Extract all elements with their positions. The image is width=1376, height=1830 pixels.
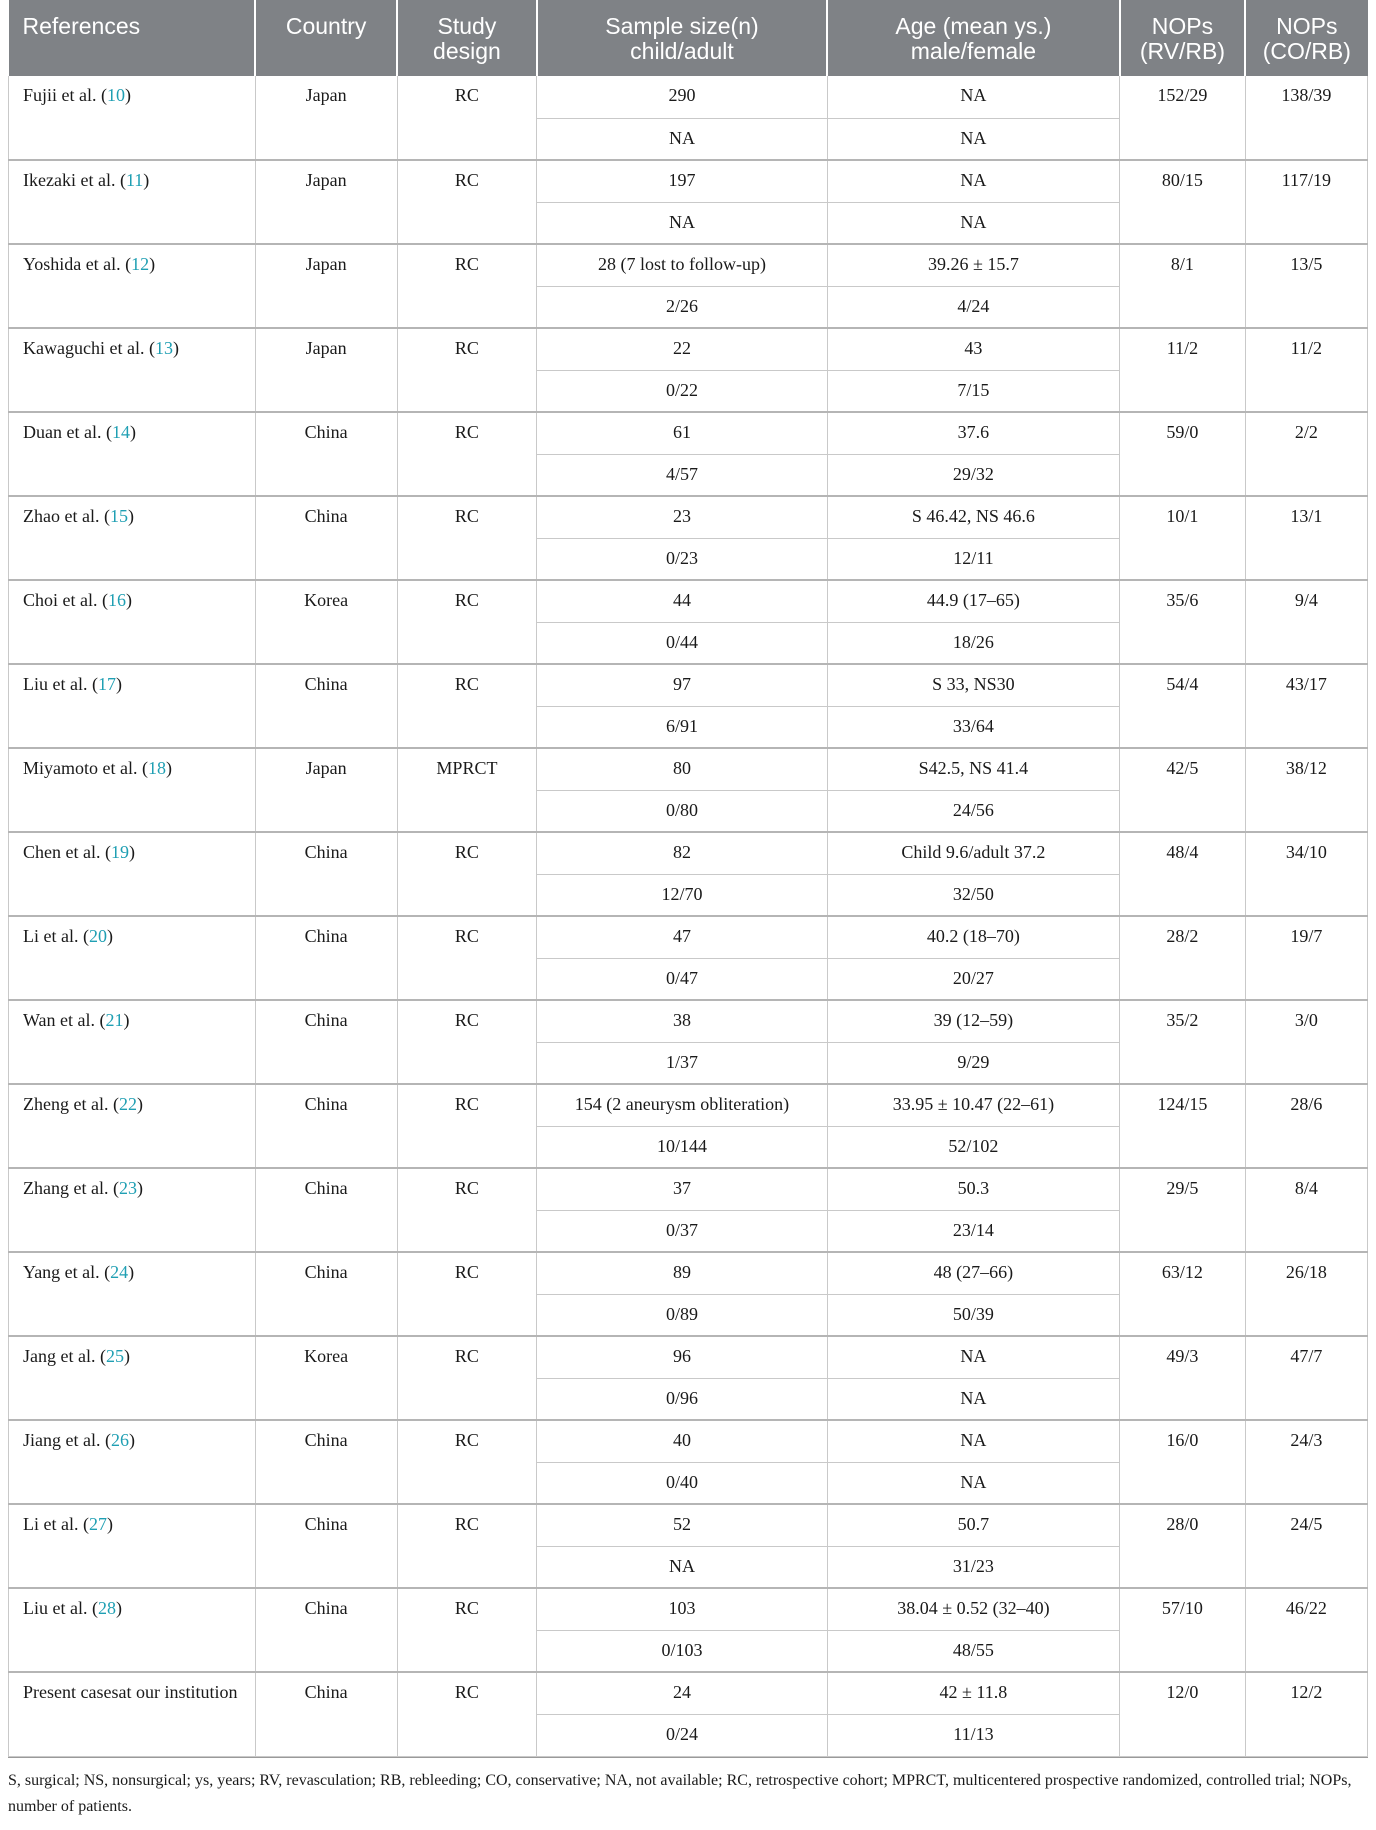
male-female-cell: NA <box>827 118 1120 160</box>
nops-co-rb-cell: 47/7 <box>1245 1336 1367 1420</box>
reference-cell <box>9 580 256 664</box>
table-row <box>9 1336 1368 1378</box>
country-cell: China <box>255 664 397 748</box>
nops-rv-rb-cell: 8/1 <box>1120 244 1246 328</box>
reference-cell <box>9 832 256 916</box>
male-female-cell: 18/26 <box>827 622 1120 664</box>
child-adult-cell: 2/26 <box>537 286 827 328</box>
nops-rv-rb-cell: 54/4 <box>1120 664 1246 748</box>
reference-cell <box>9 916 256 1000</box>
nops-co-rb-cell: 117/19 <box>1245 160 1367 244</box>
reference-cell <box>9 1084 256 1168</box>
male-female-cell: 29/32 <box>827 454 1120 496</box>
citation-link[interactable]: 16 <box>107 590 126 610</box>
age-cell: NA <box>827 1420 1120 1462</box>
citation-link[interactable]: 22 <box>118 1094 137 1114</box>
nops-rv-rb-cell: 29/5 <box>1120 1168 1246 1252</box>
header-nops-rv-rb: NOPs (RV/RB) <box>1120 0 1246 76</box>
citation-close: ) <box>149 254 156 274</box>
sample-size-cell: 61 <box>537 412 827 454</box>
table-row <box>9 1000 1368 1042</box>
citation-close: ) <box>136 1178 143 1198</box>
citation-link[interactable]: 10 <box>107 85 125 105</box>
country-cell: Japan <box>255 76 397 160</box>
nops-rv-rb-cell: 152/29 <box>1120 76 1246 160</box>
country-cell: China <box>255 832 397 916</box>
study-design-cell: RC <box>397 1336 537 1420</box>
table-row <box>9 916 1368 958</box>
sample-size-cell: 89 <box>537 1252 827 1294</box>
child-adult-cell: 6/91 <box>537 706 827 748</box>
male-female-cell: 12/11 <box>827 538 1120 580</box>
child-adult-cell: 12/70 <box>537 874 827 916</box>
table-row <box>9 1168 1368 1210</box>
study-design-cell: RC <box>397 160 537 244</box>
male-female-cell: NA <box>827 1378 1120 1420</box>
table-body <box>9 76 1368 1756</box>
nops-co-rb-cell: 11/2 <box>1245 328 1367 412</box>
nops-co-rb-cell: 28/6 <box>1245 1084 1367 1168</box>
citation-link[interactable]: 11 <box>125 170 144 190</box>
age-cell: 40.2 (18–70) <box>827 916 1120 958</box>
table-row <box>9 748 1368 790</box>
reference-cell <box>9 160 256 244</box>
country-cell: Korea <box>255 1336 397 1420</box>
reference-cell <box>9 1588 256 1672</box>
author-text: Liu et al. ( <box>23 674 98 694</box>
nops-co-rb-cell: 24/3 <box>1245 1420 1367 1504</box>
author-text: Zhang et al. ( <box>23 1178 119 1198</box>
nops-co-rb-cell: 26/18 <box>1245 1252 1367 1336</box>
country-cell: China <box>255 1672 397 1756</box>
reference-cell <box>9 1336 256 1420</box>
nops-rv-rb-cell: 35/6 <box>1120 580 1246 664</box>
child-adult-cell: 0/24 <box>537 1714 827 1756</box>
sample-size-cell: 38 <box>537 1000 827 1042</box>
citation-link[interactable]: 26 <box>110 1430 129 1450</box>
citation-close: ) <box>128 1262 135 1282</box>
age-cell: S 33, NS30 <box>827 664 1120 706</box>
sample-size-cell: 24 <box>537 1672 827 1714</box>
male-female-cell: NA <box>827 202 1120 244</box>
citation-close: ) <box>106 926 113 946</box>
country-cell: China <box>255 1588 397 1672</box>
male-female-cell: NA <box>827 1462 1120 1504</box>
age-cell: S42.5, NS 41.4 <box>827 748 1120 790</box>
child-adult-cell: NA <box>537 202 827 244</box>
nops-rv-rb-cell: 10/1 <box>1120 496 1246 580</box>
references-table <box>8 0 1368 1757</box>
child-adult-cell: 0/47 <box>537 958 827 1000</box>
nops-co-rb-cell: 8/4 <box>1245 1168 1367 1252</box>
age-cell: 38.04 ± 0.52 (32–40) <box>827 1588 1120 1630</box>
sample-size-cell: 28 (7 lost to follow-up) <box>537 244 827 286</box>
country-cell: Japan <box>255 244 397 328</box>
child-adult-cell: NA <box>537 1546 827 1588</box>
age-cell: 43 <box>827 328 1120 370</box>
reference-cell <box>9 748 256 832</box>
author-text: Fujii et al. ( <box>23 85 107 105</box>
author-text: Chen et al. ( <box>23 842 111 862</box>
country-cell: China <box>255 1000 397 1084</box>
study-design-cell: RC <box>397 1672 537 1756</box>
nops-rv-rb-cell: 48/4 <box>1120 832 1246 916</box>
sample-size-cell: 80 <box>537 748 827 790</box>
sample-size-cell: 97 <box>537 664 827 706</box>
sample-size-cell: 82 <box>537 832 827 874</box>
nops-co-rb-cell: 138/39 <box>1245 76 1367 160</box>
nops-co-rb-cell: 9/4 <box>1245 580 1367 664</box>
age-cell: NA <box>827 1336 1120 1378</box>
citation-link[interactable]: 18 <box>147 758 166 778</box>
child-adult-cell: 0/103 <box>537 1630 827 1672</box>
nops-rv-rb-cell: 28/2 <box>1120 916 1246 1000</box>
age-cell: 48 (27–66) <box>827 1252 1120 1294</box>
country-cell: China <box>255 1168 397 1252</box>
citation-link[interactable]: 12 <box>131 254 150 274</box>
sample-size-cell: 96 <box>537 1336 827 1378</box>
citation-link[interactable]: 13 <box>154 338 173 358</box>
nops-rv-rb-cell: 12/0 <box>1120 1672 1246 1756</box>
nops-co-rb-cell: 38/12 <box>1245 748 1367 832</box>
table-footnote: S, surgical; NS, nonsurgical; ys, years; RV, revasculation; RB, rebleeding; CO, conservative; NA, not available; RC, retrospective cohort; MPRCT, multicentered prospective randomized, controlled trial; NOPs, number of patients. <box>8 1771 1352 1815</box>
reference-cell <box>9 244 256 328</box>
country-cell: China <box>255 1420 397 1504</box>
age-cell: 50.3 <box>827 1168 1120 1210</box>
header-nops-co-rb: NOPs (CO/RB) <box>1245 0 1367 76</box>
child-adult-cell: 0/96 <box>537 1378 827 1420</box>
sample-size-cell: 154 (2 aneurysm obliteration) <box>537 1084 827 1126</box>
table-row <box>9 160 1368 202</box>
table-row <box>9 1420 1368 1462</box>
citation-close: ) <box>165 758 172 778</box>
header-country: Country <box>255 0 397 76</box>
sample-size-cell: 37 <box>537 1168 827 1210</box>
country-cell: Japan <box>255 748 397 832</box>
reference-cell <box>9 412 256 496</box>
male-female-cell: 24/56 <box>827 790 1120 832</box>
country-cell: China <box>255 496 397 580</box>
citation-link[interactable]: 28 <box>97 1598 116 1618</box>
child-adult-cell: 0/37 <box>537 1210 827 1252</box>
study-design-cell: RC <box>397 76 537 160</box>
table-row <box>9 1672 1368 1714</box>
table-row <box>9 664 1368 706</box>
study-design-cell: MPRCT <box>397 748 537 832</box>
citation-link[interactable]: 20 <box>88 926 107 946</box>
country-cell: China <box>255 1084 397 1168</box>
reference-cell <box>9 1252 256 1336</box>
nops-co-rb-cell: 43/17 <box>1245 664 1367 748</box>
reference-cell <box>9 328 256 412</box>
study-design-cell: RC <box>397 1252 537 1336</box>
country-cell: China <box>255 1252 397 1336</box>
reference-cell <box>9 1168 256 1252</box>
citation-close: ) <box>128 1430 135 1450</box>
table-row <box>9 580 1368 622</box>
country-cell: China <box>255 412 397 496</box>
author-text: Jiang et al. ( <box>23 1430 111 1450</box>
nops-co-rb-cell: 19/7 <box>1245 916 1367 1000</box>
sample-size-cell: 197 <box>537 160 827 202</box>
reference-cell <box>9 1504 256 1588</box>
age-cell: 50.7 <box>827 1504 1120 1546</box>
sample-size-cell: 22 <box>537 328 827 370</box>
age-cell: 42 ± 11.8 <box>827 1672 1120 1714</box>
age-cell: NA <box>827 76 1120 118</box>
citation-close: ) <box>123 1346 130 1366</box>
study-design-cell: RC <box>397 496 537 580</box>
reference-cell <box>9 1000 256 1084</box>
nops-rv-rb-cell: 80/15 <box>1120 160 1246 244</box>
sample-size-cell: 40 <box>537 1420 827 1462</box>
child-adult-cell: 10/144 <box>537 1126 827 1168</box>
header-age: Age (mean ys.) male/female <box>827 0 1120 76</box>
reference-cell <box>9 1420 256 1504</box>
male-female-cell: 11/13 <box>827 1714 1120 1756</box>
nops-rv-rb-cell: 59/0 <box>1120 412 1246 496</box>
male-female-cell: 50/39 <box>827 1294 1120 1336</box>
male-female-cell: 20/27 <box>827 958 1120 1000</box>
reference-cell <box>9 1672 256 1756</box>
study-design-cell: RC <box>397 1084 537 1168</box>
header-sample-size: Sample size(n) child/adult <box>537 0 827 76</box>
table-row <box>9 1084 1368 1126</box>
nops-rv-rb-cell: 35/2 <box>1120 1000 1246 1084</box>
male-female-cell: 7/15 <box>827 370 1120 412</box>
table-row <box>9 412 1368 454</box>
study-design-cell: RC <box>397 412 537 496</box>
citation-close: ) <box>143 170 150 190</box>
nops-co-rb-cell: 3/0 <box>1245 1000 1367 1084</box>
country-cell: China <box>255 1504 397 1588</box>
study-design-cell: RC <box>397 328 537 412</box>
child-adult-cell: 0/80 <box>537 790 827 832</box>
author-text: Zheng et al. ( <box>23 1094 119 1114</box>
author-text: Yoshida et al. ( <box>23 254 132 274</box>
nops-rv-rb-cell: 49/3 <box>1120 1336 1246 1420</box>
sample-size-cell: 47 <box>537 916 827 958</box>
study-design-cell: RC <box>397 1420 537 1504</box>
citation-close: ) <box>106 1514 113 1534</box>
age-cell: 33.95 ± 10.47 (22–61) <box>827 1084 1120 1126</box>
child-adult-cell: 0/44 <box>537 622 827 664</box>
table-row <box>9 1504 1368 1546</box>
citation-close: ) <box>125 590 132 610</box>
country-cell: Korea <box>255 580 397 664</box>
reference-cell <box>9 76 256 160</box>
age-cell: 44.9 (17–65) <box>827 580 1120 622</box>
child-adult-cell: 4/57 <box>537 454 827 496</box>
author-text: Kawaguchi et al. ( <box>23 338 155 358</box>
citation-link[interactable]: 17 <box>97 674 116 694</box>
nops-rv-rb-cell: 63/12 <box>1120 1252 1246 1336</box>
sample-size-cell: 52 <box>537 1504 827 1546</box>
citation-close: ) <box>123 1010 130 1030</box>
nops-co-rb-cell: 13/5 <box>1245 244 1367 328</box>
study-design-cell: RC <box>397 1504 537 1588</box>
nops-rv-rb-cell: 11/2 <box>1120 328 1246 412</box>
table-row <box>9 328 1368 370</box>
citation-close: ) <box>125 85 131 105</box>
table-container <box>8 0 1368 1820</box>
study-design-cell: RC <box>397 1000 537 1084</box>
citation-link[interactable]: 24 <box>110 1262 129 1282</box>
citation-link[interactable]: 14 <box>111 422 130 442</box>
study-design-cell: RC <box>397 580 537 664</box>
author-text: Zhao et al. ( <box>23 506 110 526</box>
author-text: Li et al. ( <box>23 926 89 946</box>
nops-co-rb-cell: 34/10 <box>1245 832 1367 916</box>
male-female-cell: 4/24 <box>827 286 1120 328</box>
age-cell: 39.26 ± 15.7 <box>827 244 1120 286</box>
author-text: Ikezaki et al. ( <box>23 170 126 190</box>
study-design-cell: RC <box>397 1588 537 1672</box>
reference-cell <box>9 664 256 748</box>
citation-link[interactable]: 23 <box>118 1178 137 1198</box>
nops-rv-rb-cell: 28/0 <box>1120 1504 1246 1588</box>
table-row <box>9 496 1368 538</box>
country-cell: Japan <box>255 328 397 412</box>
citation-close: ) <box>172 338 179 358</box>
author-text: Wan et al. ( <box>23 1010 106 1030</box>
header-row <box>9 0 1368 76</box>
table-row <box>9 244 1368 286</box>
citation-close: ) <box>128 842 135 862</box>
sample-size-cell: 44 <box>537 580 827 622</box>
nops-rv-rb-cell: 57/10 <box>1120 1588 1246 1672</box>
child-adult-cell: 0/89 <box>537 1294 827 1336</box>
header-references: References <box>9 0 256 76</box>
header-study-design: Study design <box>397 0 537 76</box>
table-row <box>9 1252 1368 1294</box>
study-design-cell: RC <box>397 244 537 328</box>
child-adult-cell: 0/23 <box>537 538 827 580</box>
child-adult-cell: NA <box>537 118 827 160</box>
citation-link[interactable]: 27 <box>88 1514 107 1534</box>
study-design-cell: RC <box>397 832 537 916</box>
nops-co-rb-cell: 12/2 <box>1245 1672 1367 1756</box>
author-text: Duan et al. ( <box>23 422 112 442</box>
country-cell: China <box>255 916 397 1000</box>
male-female-cell: 32/50 <box>827 874 1120 916</box>
nops-co-rb-cell: 13/1 <box>1245 496 1367 580</box>
table-row <box>9 1588 1368 1630</box>
study-design-cell: RC <box>397 1168 537 1252</box>
nops-rv-rb-cell: 42/5 <box>1120 748 1246 832</box>
author-text: Present casesat our institution <box>23 1682 238 1702</box>
male-female-cell: 33/64 <box>827 706 1120 748</box>
citation-close: ) <box>129 422 136 442</box>
age-cell: 39 (12–59) <box>827 1000 1120 1042</box>
author-text: Choi et al. ( <box>23 590 108 610</box>
table-row <box>9 832 1368 874</box>
reference-cell <box>9 496 256 580</box>
age-cell: NA <box>827 160 1120 202</box>
sample-size-cell: 290 <box>537 76 827 118</box>
nops-co-rb-cell: 46/22 <box>1245 1588 1367 1672</box>
author-text: Miyamoto et al. ( <box>23 758 148 778</box>
author-text: Jang et al. ( <box>23 1346 106 1366</box>
citation-close: ) <box>127 506 134 526</box>
male-female-cell: 52/102 <box>827 1126 1120 1168</box>
age-cell: Child 9.6/adult 37.2 <box>827 832 1120 874</box>
citation-link[interactable]: 19 <box>110 842 129 862</box>
author-text: Li et al. ( <box>23 1514 89 1534</box>
study-design-cell: RC <box>397 916 537 1000</box>
male-female-cell: 48/55 <box>827 1630 1120 1672</box>
table-row <box>9 76 1368 118</box>
age-cell: 37.6 <box>827 412 1120 454</box>
citation-close: ) <box>115 1598 122 1618</box>
author-text: Yang et al. ( <box>23 1262 111 1282</box>
author-text: Liu et al. ( <box>23 1598 98 1618</box>
child-adult-cell: 0/22 <box>537 370 827 412</box>
citation-link[interactable]: 21 <box>105 1010 124 1030</box>
study-design-cell: RC <box>397 664 537 748</box>
citation-close: ) <box>115 674 122 694</box>
citation-close: ) <box>136 1094 143 1114</box>
male-female-cell: 9/29 <box>827 1042 1120 1084</box>
male-female-cell: 31/23 <box>827 1546 1120 1588</box>
sample-size-cell: 23 <box>537 496 827 538</box>
citation-link[interactable]: 15 <box>109 506 128 526</box>
age-cell: S 46.42, NS 46.6 <box>827 496 1120 538</box>
nops-rv-rb-cell: 124/15 <box>1120 1084 1246 1168</box>
nops-co-rb-cell: 24/5 <box>1245 1504 1367 1588</box>
citation-link[interactable]: 25 <box>105 1346 124 1366</box>
male-female-cell: 23/14 <box>827 1210 1120 1252</box>
nops-co-rb-cell: 2/2 <box>1245 412 1367 496</box>
child-adult-cell: 0/40 <box>537 1462 827 1504</box>
country-cell: Japan <box>255 160 397 244</box>
sample-size-cell: 103 <box>537 1588 827 1630</box>
nops-rv-rb-cell: 16/0 <box>1120 1420 1246 1504</box>
child-adult-cell: 1/37 <box>537 1042 827 1084</box>
